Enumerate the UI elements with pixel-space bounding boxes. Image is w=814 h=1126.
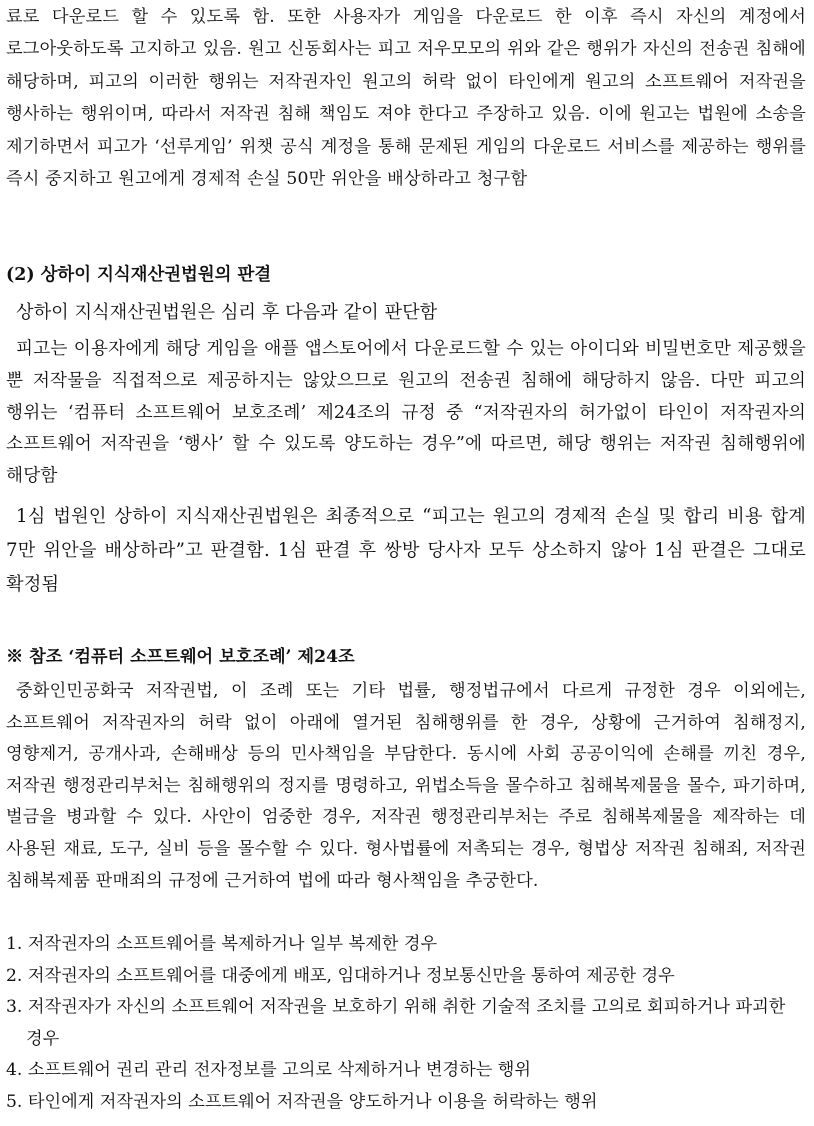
reference-heading: ※ 참조 ‘컴퓨터 소프트웨어 보호조례’ 제24조: [6, 647, 355, 667]
list-item-text: 소프트웨어 권리 관리 전자정보를 고의로 삭제하거나 변경하는 행위: [27, 1060, 532, 1080]
list-item-text: 저작권자의 소프트웨어를 복제하거나 일부 복제한 경우: [27, 934, 438, 954]
article-list: [6, 929, 811, 1118]
list-item: [6, 929, 811, 961]
list-item-number: 1.: [6, 934, 23, 954]
ruling-paragraph: 1심 법원인 상하이 지식재산권법원은 최종적으로 “피고는 원고의 경제적 손실 및 합리 비용 합계 7만 위안을 배상하라”고 판결함. 1심 판결 후 쌍방 당사자 모두 상소하지 않아 1심 판결은 그대로 확정됨: [6, 506, 806, 595]
list-item-number: 5.: [6, 1091, 23, 1112]
defendant-paragraph: 피고는 이용자에게 해당 게임을 애플 앱스토어에서 다운로드할 수 있는 아이디와 비밀번호만 제공했을 뿐 저작물을 직접적으로 제공하지는 않았으므로 원고의 전송권 침해에 해당하지 않음. 다만 피고의 행위는 ‘컴퓨터 소프트웨어 보호조례’ 제24조의 규정 중 “저작권자의 허가없이 타인이 저작권자의 소프트웨어 저작권을 ‘행사’ 할 수 있도록 양도하는 경우”에 따르면, 해당 행위는 저작권 침해행위에 해당함: [6, 339, 806, 487]
list-item: [6, 1087, 811, 1119]
list-item-number: 3.: [6, 997, 23, 1017]
list-item-text: 타인에게 저작권자의 소프트웨어 저작권을 양도하거나 이용을 허락하는 행위: [27, 1091, 598, 1112]
list-item: [6, 961, 811, 993]
list-item-text: 저작권자의 소프트웨어를 대중에게 배포, 임대하거나 정보통신만을 통하여 제공한 경우: [27, 965, 675, 986]
list-item: [6, 1055, 811, 1087]
judgment-lead: 상하이 지식재산권법원은 심리 후 다음과 같이 판단함: [16, 302, 438, 323]
list-item: [6, 992, 811, 1055]
intro-paragraph: 료로 다운로드 할 수 있도록 함. 또한 사용자가 게임을 다운로드 한 이후 즉시 자신의 계정에서 로그아웃하도록 고지하고 있음. 원고 신동회사는 피고 저우모모의 위와 같은 행위가 자신의 전송권 침해에 해당하며, 피고의 이러한 행위는 저작권자인 원고의 허락 없이 타인에게 원고의 소프트웨어 저작권을 행사하는 행위이며, 따라서 저작권 침해 책임도 져야 한다고 주장하고 있음. 이에 원고는 법원에 소송을 제기하면서 피고가 ‘선루게임’ 위챗 공식 계정을 통해 문제된 게임의 다운로드 서비스를 제공하는 행위를 즉시 중지하고 원고에게 경제적 손실 50만 위안을 배상하라고 청구함: [6, 7, 806, 190]
article-paragraph: 중화인민공화국 저작권법, 이 조례 또는 기타 법률, 행정법규에서 다르게 규정한 경우 이외에는, 소프트웨어 저작권자의 허락 없이 아래에 열거된 침해행위를 한 경우, 상황에 근거하여 침해정지, 영향제거, 공개사과, 손해배상 등의 민사책임을 부담한다. 동시에 사회 공공이익에 손해를 끼친 경우, 저작권 행정관리부처는 침해행위의 정지를 명령하고, 위법소득을 몰수하고 침해복제물을 몰수, 파기하며, 벌금을 병과할 수 있다. 사안이 엄중한 경우, 저작권 행정관리부처는 주로 침해복제물을 제작하는 데 사용된 재료, 도구, 실비 등을 몰수할 수 있다. 형사법률에 저촉되는 경우, 형법상 저작권 침해죄, 저작권 침해복제품 판매죄의 규정에 근거하여 법에 따라 형사책임을 추궁한다.: [6, 681, 806, 891]
list-item-number: 2.: [6, 965, 23, 986]
list-item-text: 저작권자가 자신의 소프트웨어 저작권을 보호하기 위해 취한 기술적 조치를 고의로 회피하거나 파괴한 경우: [26, 997, 786, 1049]
judgment-heading: (2) 상하이 지식재산권법원의 판결: [6, 265, 272, 285]
list-item-number: 4.: [6, 1060, 23, 1080]
